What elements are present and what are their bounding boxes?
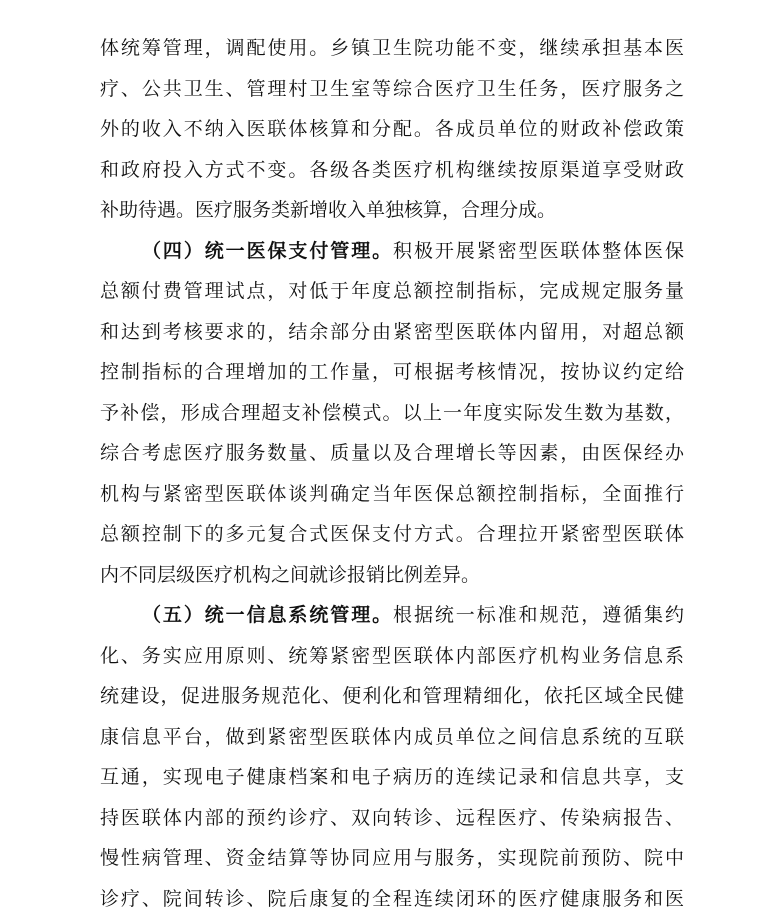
section-4-first-line-text: 积极开展紧密型医联体整体医保 xyxy=(393,239,684,262)
section-4-first-line xyxy=(142,237,684,265)
section-4-heading: （四）统一医保支付管理。 xyxy=(142,239,394,262)
text-line: 总额控制下的多元复合式医保支付方式。合理拉开紧密型医联体 xyxy=(100,523,684,545)
text-line: 补助待遇。医疗服务类新增收入单独核算，合理分成。 xyxy=(100,199,557,221)
text-line: 机构与紧密型医联体谈判确定当年医保总额控制指标，全面推行 xyxy=(100,482,684,505)
text-line: 统建设，促进服务规范化、便利化和管理精细化，依托区域全民健 xyxy=(100,685,684,707)
text-line: 总额付费管理试点，对低于年度总额控制指标，完成规定服务量 xyxy=(100,280,684,302)
section-5-first-line xyxy=(142,601,684,629)
section-5-heading: （五）统一信息系统管理。 xyxy=(142,604,394,626)
text-line: 持医联体内部的预约诊疗、双向转诊、远程医疗、传染病报告、 xyxy=(100,806,684,829)
text-line: 予补偿，形成合理超支补偿模式。以上一年度实际发生数为基数， xyxy=(100,401,684,424)
text-line: 内不同层级医疗机构之间就诊报销比例差异。 xyxy=(100,563,481,586)
text-line: 慢性病管理、资金结算等协同应用与服务，实现院前预防、院中 xyxy=(100,847,684,869)
text-line: 和达到考核要求的，结余部分由紧密型医联体内留用，对超总额 xyxy=(100,320,684,343)
text-line: 康信息平台，做到紧密型医联体内成员单位之间信息系统的互联 xyxy=(100,725,684,748)
section-5-first-line-text: 根据统一标准和规范，遵循集约 xyxy=(393,604,684,626)
text-line: 诊疗、院间转诊、院后康复的全程连续闭环的医疗健康服务和医 xyxy=(100,887,684,910)
text-line: 外的收入不纳入医联体核算和分配。各成员单位的财政补偿政策 xyxy=(100,118,684,140)
text-line: 互通，实现电子健康档案和电子病历的连续记录和信息共享，支 xyxy=(100,766,684,788)
text-line: 体统筹管理，调配使用。乡镇卫生院功能不变，继续承担基本医 xyxy=(100,37,684,59)
text-line: 和政府投入方式不变。各级各类医疗机构继续按原渠道享受财政 xyxy=(100,158,684,181)
text-line: 化、务实应用原则、统筹紧密型医联体内部医疗机构业务信息系 xyxy=(100,644,684,667)
text-line: 控制指标的合理增加的工作量，可根据考核情况，按协议约定给 xyxy=(100,361,684,383)
text-line: 综合考虑医疗服务数量、质量以及合理增长等因素，由医保经办 xyxy=(100,442,684,464)
text-line: 疗、公共卫生、管理村卫生室等综合医疗卫生任务，医疗服务之 xyxy=(100,77,684,100)
